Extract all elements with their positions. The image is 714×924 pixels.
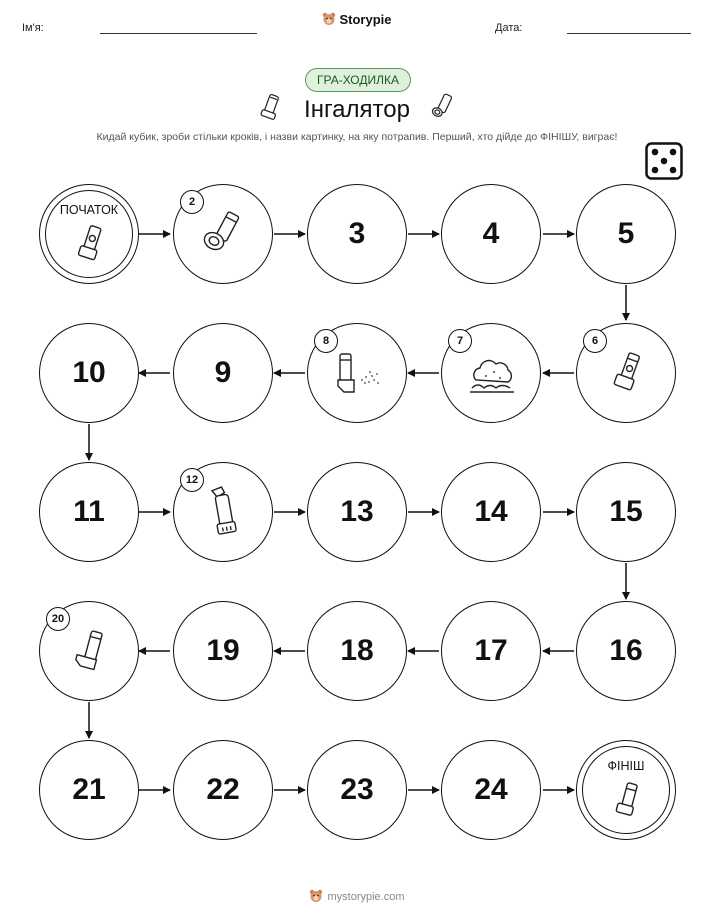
inhaler-icon xyxy=(611,781,643,821)
board-cell[interactable] xyxy=(307,601,407,701)
smoke-cloud-icon xyxy=(468,352,516,396)
board-cell[interactable] xyxy=(576,462,676,562)
board-cell[interactable] xyxy=(39,740,139,840)
instructions: Кидай кубик, зроби стільки кроків, і назви картинку, на яку потрапив. Перший, хто дійде до ФІНІШУ, виграє! xyxy=(96,131,618,143)
inhaler-icon xyxy=(609,350,645,398)
brand-name: Storypie xyxy=(339,12,392,27)
board-cell-picture[interactable] xyxy=(307,323,407,423)
board-cell-picture[interactable] xyxy=(576,323,676,423)
board-cell[interactable] xyxy=(576,184,676,284)
finish-label: ФІНІШ xyxy=(607,759,645,773)
board-cell[interactable] xyxy=(441,462,541,562)
board-cell-picture[interactable] xyxy=(441,323,541,423)
cell-number: 15 xyxy=(609,495,643,528)
cell-number: 17 xyxy=(474,634,508,667)
cell-number: 3 xyxy=(348,217,366,250)
board-cell[interactable] xyxy=(441,184,541,284)
cell-number-badge: 8 xyxy=(314,329,338,353)
board-cell-picture[interactable] xyxy=(173,462,273,562)
footer xyxy=(0,889,714,903)
board-cell[interactable] xyxy=(307,462,407,562)
board-cell[interactable] xyxy=(173,323,273,423)
cell-number: 24 xyxy=(474,773,508,806)
board-cell-picture[interactable] xyxy=(39,601,139,701)
cell-number-badge: 2 xyxy=(180,190,204,214)
game-type-badge: ГРА-ХОДИЛКА xyxy=(305,68,411,92)
cell-number: 4 xyxy=(482,217,500,250)
board-cell[interactable] xyxy=(307,184,407,284)
cell-number: 21 xyxy=(72,773,106,806)
cell-number-badge: 7 xyxy=(448,329,472,353)
nebulizer-icon xyxy=(208,485,240,541)
finish-cell[interactable] xyxy=(576,740,676,840)
date-label: Дата: xyxy=(495,22,523,34)
board-cell-picture[interactable] xyxy=(173,184,273,284)
start-label: ПОЧАТОК xyxy=(59,203,119,217)
cell-number: 13 xyxy=(340,495,374,528)
board-cell[interactable] xyxy=(441,601,541,701)
cell-number: 10 xyxy=(72,356,106,389)
footer-site[interactable]: mystorypie.com xyxy=(327,891,405,903)
cell-number: 14 xyxy=(474,495,508,528)
board-cell[interactable] xyxy=(441,740,541,840)
cell-number: 16 xyxy=(609,634,643,667)
inhaler-icon xyxy=(70,628,110,678)
cell-number: 9 xyxy=(214,356,232,389)
board-cell[interactable] xyxy=(576,601,676,701)
board-cell[interactable] xyxy=(39,462,139,562)
cell-number-badge: 6 xyxy=(583,329,607,353)
cell-number: 11 xyxy=(73,495,105,528)
page-title: Інгалятор xyxy=(304,96,410,123)
cell-number: 19 xyxy=(206,634,240,667)
inhaler-icon xyxy=(73,223,107,265)
board-cell[interactable] xyxy=(173,740,273,840)
cell-number: 5 xyxy=(617,217,635,250)
cell-number: 23 xyxy=(340,773,374,806)
board-cell[interactable] xyxy=(307,740,407,840)
bear-logo-icon xyxy=(309,889,323,903)
cell-number-badge: 12 xyxy=(180,468,204,492)
cell-number-badge: 20 xyxy=(46,607,70,631)
cell-number: 18 xyxy=(340,634,374,667)
start-cell[interactable] xyxy=(39,184,139,284)
board-cell[interactable] xyxy=(39,323,139,423)
name-label: Ім'я: xyxy=(22,22,44,34)
inhaler-spray-icon xyxy=(332,350,384,398)
cell-number: 22 xyxy=(206,773,240,806)
board-cell[interactable] xyxy=(173,601,273,701)
inhaler-icon xyxy=(202,209,246,261)
